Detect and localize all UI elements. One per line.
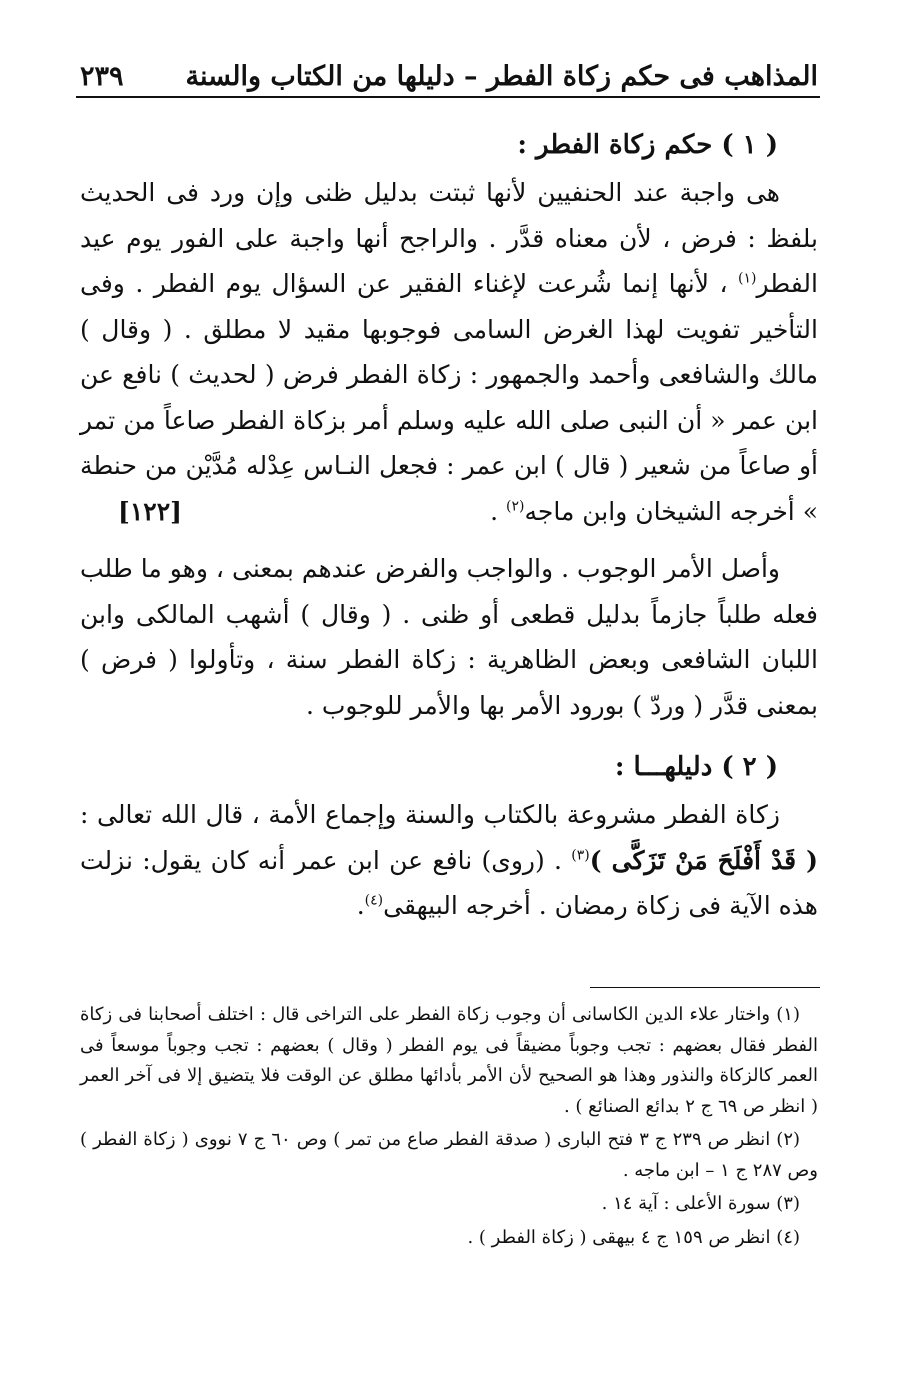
paragraph-text: ، لأنها إنما شُرعت لإغناء الفقير عن السؤال يوم الفطر . وفى التأخير تفويت لهذا الغرض السامى فوجوبها مقيد لا مطلق . ( وقال ) مالك والشافعى وأحمد والجمهور : زكاة الفطر فرض ( لحديث ) نافع عن ابن عمر « أن النبى صلى الله عليه وسلم أمر بزكاة الفطر صاعاً من تمر أو صاعاً من شعير ( قال ) ابن عمر : فجعل النـاس عِدْله مُدَّيْن من حنطة » أخرجه الشيخان وابن ماجه [80, 269, 818, 526]
quran-verse: ( قَدْ أَفْلَحَ مَنْ تَزَكَّى ) [589, 845, 818, 875]
paragraph-evidence [80, 792, 818, 929]
paragraph-text: زكاة الفطر مشروعة بالكتاب والسنة وإجماع الأمة ، قال الله تعالى : [80, 800, 780, 829]
section-heading-ruling: ( ١ ) حكم زكاة الفطر : [517, 130, 778, 160]
footnote-marker-1: (١) [738, 270, 757, 287]
footnote-marker-3: (٣) [571, 847, 590, 864]
running-header-title: المذاهب فى حكم زكاة الفطر – دليلها من الكتاب والسنة [185, 61, 818, 92]
paragraph-end: . [490, 496, 499, 526]
page-number: ٢٣٩ [80, 61, 124, 92]
main-text [80, 120, 818, 929]
footnote-divider [590, 987, 820, 988]
footnote-1: (١) واختار علاء الدين الكاسانى أن وجوب زكاة الفطر على التراخى قال : اختلف أصحابنا فى زكاة الفطر فقال بعضهم : تجب وجوباً مضيقاً فى يوم الفطر ( وقال ) بعضهم : تجب وجوباً موسعاً فى العمر كالزكاة والنذور وهذا هو الصحيح لأن الأمر بأدائها مطلق عن الوقت فلا يتضيق إلا فى آخر العمر ( انظر ص ٦٩ ج ٢ بدائع الصنائع ) . [80, 1004, 818, 1117]
section-heading-evidence: ( ٢ ) دليلهـــا : [614, 752, 778, 782]
paragraph-ruling [80, 170, 818, 534]
footnote-marker-2: (٢) [506, 498, 525, 515]
footnotes [80, 1000, 818, 1256]
footnote-marker-4: (٤) [364, 892, 384, 909]
paragraph-end: . [356, 891, 365, 920]
header-divider [76, 96, 820, 98]
footnote-4: (٤) انظر ص ١٥٩ ج ٤ بيهقى ( زكاة الفطر ) . [467, 1226, 800, 1248]
paragraph-text: . (روى) نافع عن ابن عمر أنه كان يقول: نزلت هذه الآية فى زكاة رمضان . أخرجه البيهقى [80, 845, 818, 920]
footnote-3: (٣) سورة الأعلى : آية ١٤ . [601, 1193, 800, 1214]
running-header [80, 40, 818, 92]
reference-number: [١٢٢] [118, 496, 182, 526]
footnote-2: (٢) انظر ص ٢٣٩ ج ٣ فتح البارى ( صدقة الفطر صاع من تمر ) وص ٦٠ ج ٧ نووى ( زكاة الفطر ) وص ٢٨٧ ج ١ – ابن ماجه . [80, 1129, 818, 1181]
paragraph-obligation: وأصل الأمر الوجوب . والواجب والفرض عندهم بمعنى ، وهو ما طلب فعله طلباً جازماً بدليل قطعى أو ظنى . ( وقال ) أشهب المالكى وابن اللبان الشافعى وبعض الظاهرية : زكاة الفطر سنة ، وتأولوا ( فرض ) بمعنى قدَّر ( وردّ ) بورود الأمر بها والأمر للوجوب . [80, 554, 818, 720]
paragraph-text: هى واجبة عند الحنفيين لأنها ثبتت بدليل ظنى وإن ورد فى الحديث بلفظ : فرض ، لأن معناه قدَّر . والراجح أنها واجبة على الفور يوم عيد الفطر [80, 178, 818, 298]
